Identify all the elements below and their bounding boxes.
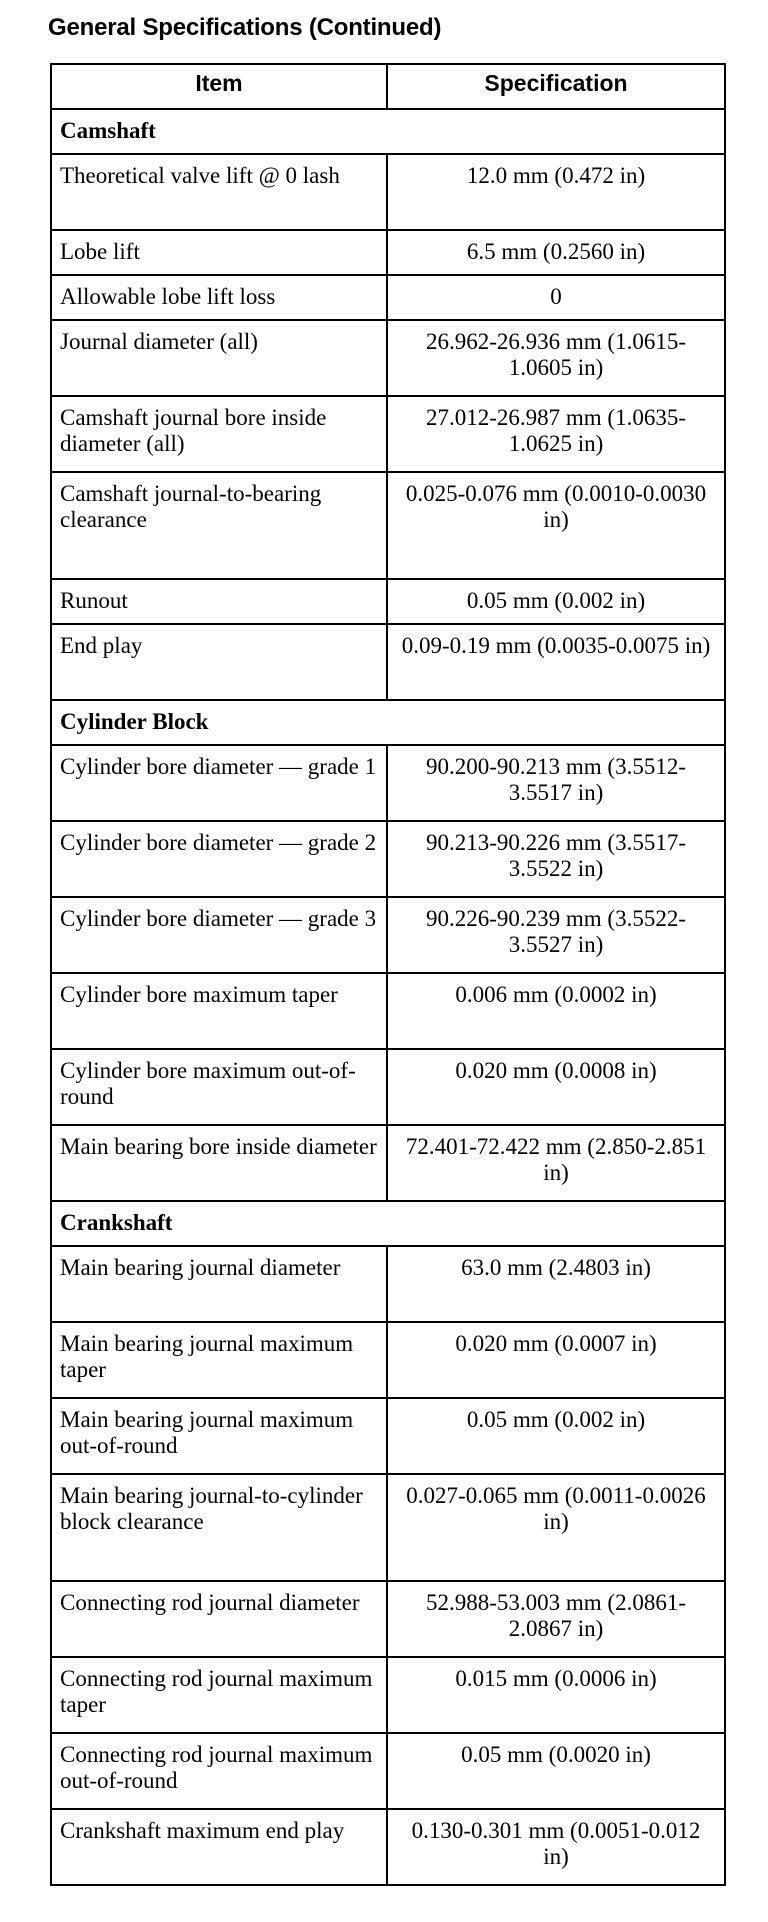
item-cell: Runout — [51, 579, 387, 624]
specifications-table — [50, 63, 726, 1886]
item-cell: End play — [51, 624, 387, 700]
table-row — [51, 1125, 725, 1201]
table-row — [51, 472, 725, 579]
section-row-camshaft — [51, 109, 725, 154]
item-cell: Main bearing bore inside diameter — [51, 1125, 387, 1201]
spec-cell: 0.020 mm (0.0007 in) — [387, 1322, 725, 1398]
item-column-header: Item — [51, 64, 387, 109]
table-row — [51, 973, 725, 1049]
table-row — [51, 1733, 725, 1809]
spec-cell: 90.213-90.226 mm (3.5517-3.5522 in) — [387, 821, 725, 897]
spec-cell: 0.05 mm (0.002 in) — [387, 1398, 725, 1474]
spec-cell: 0.027-0.065 mm (0.0011-0.0026 in) — [387, 1474, 725, 1581]
item-cell: Camshaft journal-to-bearing clearance — [51, 472, 387, 579]
table-row — [51, 897, 725, 973]
page-title: General Specifications (Continued) — [48, 14, 442, 41]
table-row — [51, 1657, 725, 1733]
table-row — [51, 1322, 725, 1398]
section-row-cylinder-block — [51, 700, 725, 745]
table-row — [51, 1246, 725, 1322]
table-row — [51, 1398, 725, 1474]
section-title: Camshaft — [51, 109, 725, 154]
item-cell: Journal diameter (all) — [51, 320, 387, 396]
item-cell: Main bearing journal-to-cylinder block clearance — [51, 1474, 387, 1581]
spec-cell: 12.0 mm (0.472 in) — [387, 154, 725, 230]
spec-cell: 0.020 mm (0.0008 in) — [387, 1049, 725, 1125]
section-row-crankshaft — [51, 1201, 725, 1246]
item-cell: Cylinder bore diameter — grade 2 — [51, 821, 387, 897]
table-row — [51, 624, 725, 700]
specification-column-header: Specification — [387, 64, 725, 109]
spec-cell: 27.012-26.987 mm (1.0635-1.0625 in) — [387, 396, 725, 472]
item-cell: Main bearing journal maximum out-of-round — [51, 1398, 387, 1474]
item-cell: Connecting rod journal maximum taper — [51, 1657, 387, 1733]
table-row — [51, 396, 725, 472]
spec-cell: 0.006 mm (0.0002 in) — [387, 973, 725, 1049]
item-cell: Connecting rod journal diameter — [51, 1581, 387, 1657]
table-row — [51, 579, 725, 624]
item-cell: Connecting rod journal maximum out-of-round — [51, 1733, 387, 1809]
spec-cell: 0.05 mm (0.0020 in) — [387, 1733, 725, 1809]
spec-cell: 0.025-0.076 mm (0.0010-0.0030 in) — [387, 472, 725, 579]
item-cell: Allowable lobe lift loss — [51, 275, 387, 320]
table-row — [51, 821, 725, 897]
table-header-row — [51, 64, 725, 109]
table-row — [51, 275, 725, 320]
table-row — [51, 230, 725, 275]
table-row — [51, 320, 725, 396]
table-row — [51, 1809, 725, 1885]
table-row — [51, 1049, 725, 1125]
section-title: Crankshaft — [51, 1201, 725, 1246]
table-row — [51, 745, 725, 821]
spec-cell: 0.130-0.301 mm (0.0051-0.012 in) — [387, 1809, 725, 1885]
table-row — [51, 1474, 725, 1581]
item-cell: Cylinder bore diameter — grade 3 — [51, 897, 387, 973]
spec-cell: 0.015 mm (0.0006 in) — [387, 1657, 725, 1733]
item-cell: Cylinder bore maximum taper — [51, 973, 387, 1049]
spec-cell: 52.988-53.003 mm (2.0861-2.0867 in) — [387, 1581, 725, 1657]
item-cell: Lobe lift — [51, 230, 387, 275]
section-title: Cylinder Block — [51, 700, 725, 745]
spec-cell: 72.401-72.422 mm (2.850-2.851 in) — [387, 1125, 725, 1201]
table-row — [51, 1581, 725, 1657]
item-cell: Crankshaft maximum end play — [51, 1809, 387, 1885]
item-cell: Cylinder bore diameter — grade 1 — [51, 745, 387, 821]
spec-cell: 90.200-90.213 mm (3.5512-3.5517 in) — [387, 745, 725, 821]
spec-cell: 0.09-0.19 mm (0.0035-0.0075 in) — [387, 624, 725, 700]
item-cell: Main bearing journal diameter — [51, 1246, 387, 1322]
item-cell: Camshaft journal bore inside diameter (all) — [51, 396, 387, 472]
spec-cell: 6.5 mm (0.2560 in) — [387, 230, 725, 275]
table-row — [51, 154, 725, 230]
spec-cell: 0.05 mm (0.002 in) — [387, 579, 725, 624]
item-cell: Theoretical valve lift @ 0 lash — [51, 154, 387, 230]
spec-cell: 63.0 mm (2.4803 in) — [387, 1246, 725, 1322]
spec-cell: 90.226-90.239 mm (3.5522-3.5527 in) — [387, 897, 725, 973]
item-cell: Cylinder bore maximum out-of-round — [51, 1049, 387, 1125]
spec-cell: 0 — [387, 275, 725, 320]
spec-cell: 26.962-26.936 mm (1.0615-1.0605 in) — [387, 320, 725, 396]
item-cell: Main bearing journal maximum taper — [51, 1322, 387, 1398]
